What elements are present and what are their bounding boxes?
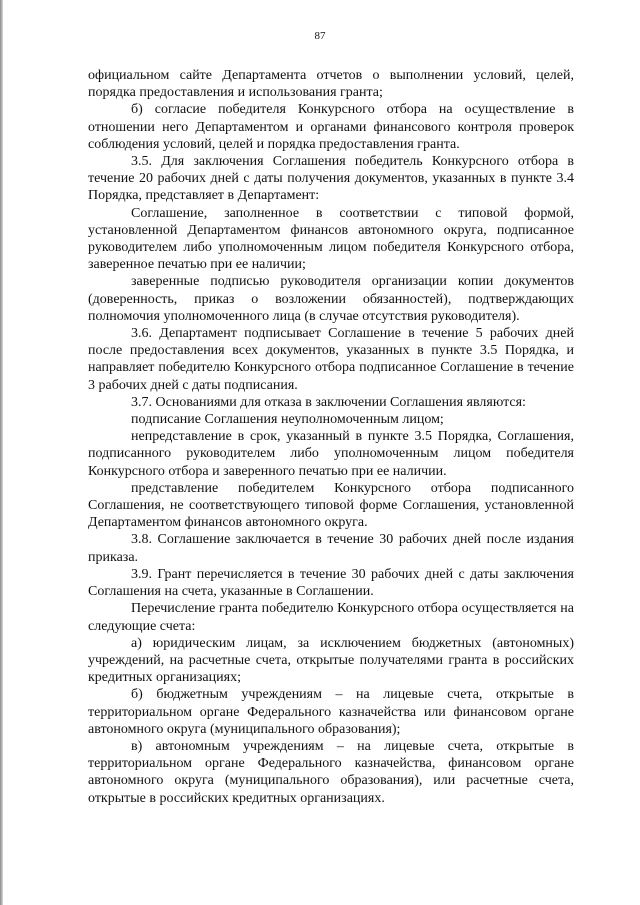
paragraph: Перечисление гранта победителю Конкурсного отбора осуществляется на следующие счета: [88, 601, 574, 634]
paragraph: б) бюджетным учреждениям – на лицевые счета, открытые в территориальном органе Федерального казначейства или финансовом органе автономного округа (муниципального образования); [88, 687, 574, 737]
document-body [88, 67, 574, 807]
paragraph: подписание Соглашения неуполномоченным лицом; [131, 412, 444, 428]
paragraph: непредставление в срок, указанный в пункте 3.5 Порядка, Соглашения, подписанного руководителем либо уполномоченным лицом победителя Конкурсного отбора и заверенного печатью при ее наличии. [88, 429, 574, 479]
paragraph: 3.9. Грант перечисляется в течение 30 рабочих дней с даты заключения Соглашения на счета, указанные в Соглашении. [88, 566, 574, 600]
paragraph: а) юридическим лицам, за исключением бюджетных (автономных) учреждений, на расчетные счета, открытые получателями гранта в российских кредитных организациях; [88, 635, 574, 686]
paragraph: заверенные подписью руководителя организации копии документов (доверенность, приказ о возложении обязанностей), подтверждающих полномочия уполномоченного лица (в случае отсутствия руководителя). [88, 274, 574, 324]
paragraph: 3.5. Для заключения Соглашения победитель Конкурсного отбора в течение 20 рабочих дней с даты получения документов, указанных в пункте 3.4 Порядка, представляет в Департамент: [88, 154, 574, 204]
paragraph: официальном сайте Департамента отчетов о выполнении условий, целей, порядка предоставления и использования гранта; [88, 68, 574, 101]
paragraph: 3.6. Департамент подписывает Соглашение в течение 5 рабочих дней после предоставления всех документов, указанных в пункте 3.5 Порядка, и направляет победителю Конкурсного отбора подписанное Соглашение в течение 3 рабочих дней с даты подписания. [88, 326, 574, 393]
scan-edge [0, 0, 3, 905]
paragraph: б) согласие победителя Конкурсного отбора на осуществление в отношении него Департаментом и органами финансового контроля проверок соблюдения условий, целей и порядка предоставления гранта. [88, 102, 574, 152]
paragraph: в) автономным учреждениям – на лицевые счета, открытые в территориальном органе Федерального казначейства, финансовом органе автономного округа (муниципального образования), или расчетные счета, открытые в российских кредитных организациях. [88, 738, 574, 806]
page-number: 87 [314, 30, 326, 42]
paragraph: представление победителем Конкурсного отбора подписанного Соглашения, не соответствующего типовой форме Соглашения, установленной Департаментом финансов автономного округа. [88, 480, 574, 531]
paragraph: Соглашение, заполненное в соответствии с типовой формой, установленной Департаментом финансов автономного округа, подписанное руководителем либо уполномоченным лицом победителя Конкурсного отбора, заверенное печатью при ее наличии; [88, 205, 574, 273]
paragraph: 3.8. Соглашение заключается в течение 30 рабочих дней после издания приказа. [88, 532, 574, 565]
paragraph: 3.7. Основаниями для отказа в заключении Соглашения являются: [131, 394, 526, 410]
